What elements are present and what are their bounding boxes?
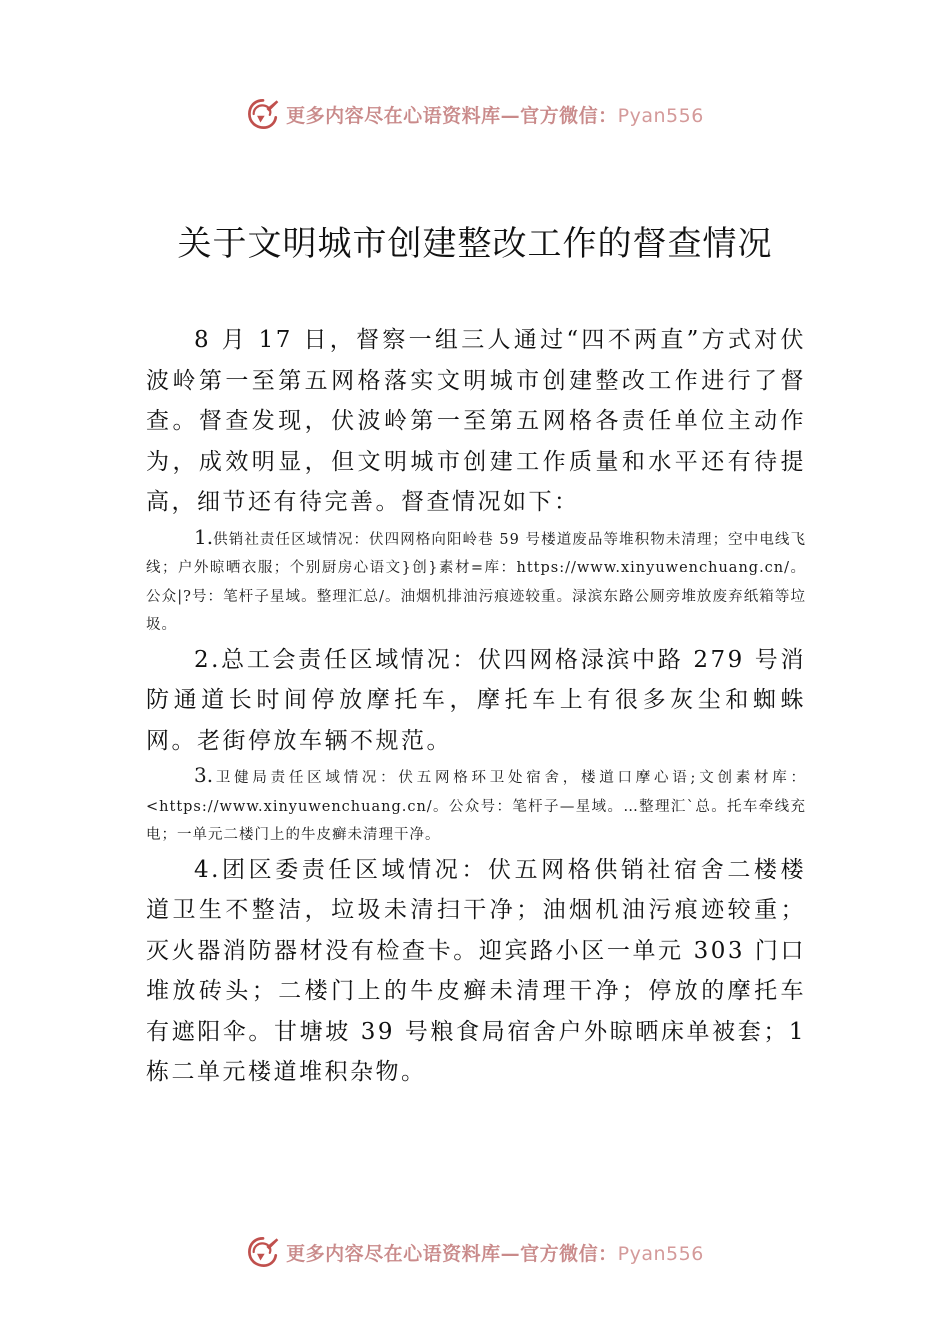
- item-1-number: 1.: [194, 524, 214, 549]
- pen-swirl-logo-icon: [246, 97, 280, 131]
- document-title: 关于文明城市创建整改工作的督查情况: [177, 224, 773, 264]
- item-4-text: 团区委责任区域情况：伏五网格供销社宿舍二楼楼道卫生不整洁，垃圾未清扫干净；油烟机油污痕迹较重；灭火器消防器材没有检查卡。迎宾路小区一单元 303 门口堆放砖头；二楼门上的牛皮癣未清理干净；停放的摩托车有遮阳伞。甘塘坡 39 号粮食局宿舍户外晾晒床单被套；1 栋二单元楼道堆积杂物。: [146, 856, 806, 1085]
- item-2-paragraph: [146, 640, 806, 762]
- intro-paragraph: 8 月 17 日，督察一组三人通过“四不两直”方式对伏波岭第一至第五网格落实文明城市创建整改工作进行了督查。督查发现，伏波岭第一至第五网格各责任单位主动作为，成效明显，但文明城市创建工作质量和水平还有待提高，细节还有待完善。督查情况如下：: [146, 327, 806, 515]
- item-3-number: 3.: [194, 763, 214, 787]
- item-3-paragraph: [146, 761, 806, 850]
- item-1-text: 供销社责任区域情况：伏四网格向阳岭巷 59 号楼道废品等堆积物未清理；空中电线飞线；户外晾晒衣服；个别厨房心语文}创}素材=库：https://www.xinyuwenchuang.cn/。公众|?号：笔杆子星域。整理汇总/。油烟机排油污痕迹较重。渌滨东路公厕旁堆放废弃纸箱等垃圾。: [146, 531, 806, 633]
- item-3-text: 卫健局责任区域情况：伏五网格环卫处宿舍，楼道口摩心语;文创素材库：<https://www.xinyuwenchuang.cn/。公众号：笔杆子—星域。…整理汇`总。托车牵线充电；一单元二楼门上的牛皮癣未清理干净。: [146, 770, 806, 843]
- pen-swirl-logo-icon: [246, 1235, 280, 1269]
- header-banner: [0, 94, 950, 134]
- document-body: [146, 320, 806, 1093]
- footer-banner: [0, 1232, 950, 1272]
- item-2-number: 2.: [194, 646, 221, 673]
- banner-text: 更多内容尽在心语资料库—官方微信：Pyan556: [286, 1242, 704, 1265]
- item-4-number: 4.: [194, 856, 221, 883]
- item-2-text: 总工会责任区域情况：伏四网格渌滨中路 279 号消防通道长时间停放摩托车，摩托车上有很多灰尘和蜘蛛网。老街停放车辆不规范。: [146, 646, 806, 754]
- item-4-paragraph: [146, 850, 806, 1093]
- banner-wechat-id: Pyan556: [617, 104, 704, 127]
- item-1-paragraph: [146, 523, 806, 640]
- banner-wechat-id: Pyan556: [617, 1242, 704, 1265]
- banner-text: 更多内容尽在心语资料库—官方微信：Pyan556: [286, 104, 704, 127]
